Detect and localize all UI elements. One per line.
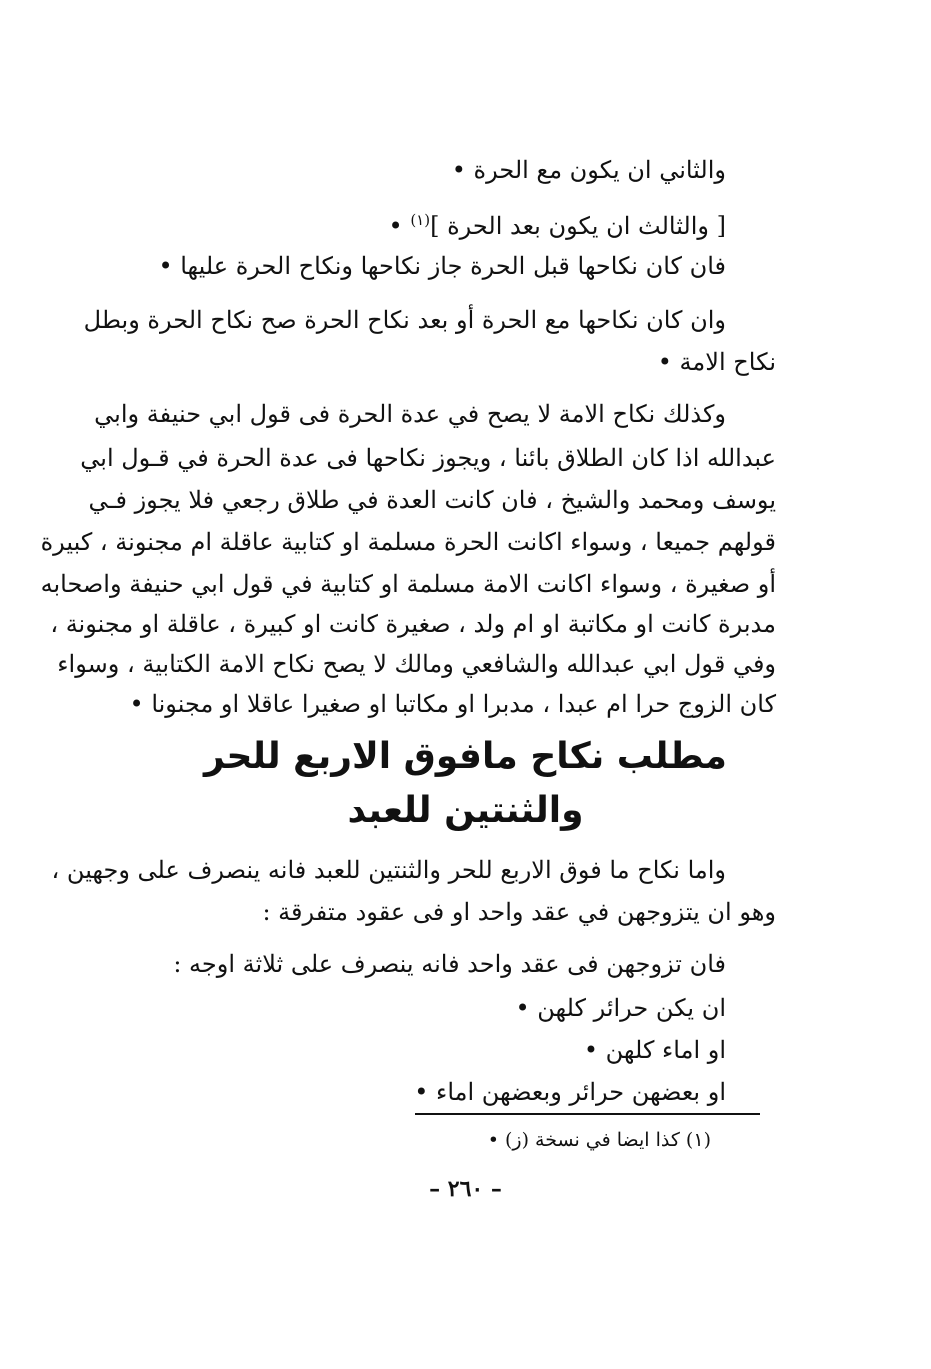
- text-line-2-body: [ والثالث ان يكون بعد الحرة ]: [430, 212, 726, 240]
- footnote-marker: (١): [410, 211, 431, 229]
- footnote-text: (١) كذا ايضا في نسخة (ز) •: [487, 1129, 711, 1151]
- text-line-19: او بعضهن حرائر وبعضهن اماء •: [414, 1078, 726, 1106]
- text-line-15: وهو ان يتزوجهن في عقد واحد او فى عقود متفرقة :: [262, 898, 776, 926]
- text-line-2-end: •: [388, 212, 403, 240]
- section-heading-line-1: مطلب نكاح مافوق الاربع للحر: [204, 736, 727, 777]
- text-line-14: واما نكاح ما فوق الاربع للحر والثنتين للعبد فانه ينصرف على وجهين ،: [51, 856, 726, 884]
- footnote-divider: [415, 1113, 760, 1115]
- text-line-3: فان كان نكاحها قبل الحرة جاز نكاحها ونكاح الحرة عليها •: [158, 252, 726, 280]
- text-line-7: عبدالله اذا كان الطلاق بائنا ، ويجوز نكاحها فى عدة الحرة في قـول ابي: [80, 444, 776, 472]
- text-line-1: والثاني ان يكون مع الحرة •: [451, 156, 726, 184]
- text-line-9: قولهم جميعا ، وسواء اكانت الحرة مسلمة او كتابية عاقلة ام مجنونة ، كبيرة: [40, 528, 776, 556]
- text-line-6: وكذلك نكاح الامة لا يصح في عدة الحرة فى قول ابي حنيفة وابي: [94, 400, 726, 428]
- text-line-16: فان تزوجهن فى عقد واحد فانه ينصرف على ثلاثة اوجه :: [173, 950, 726, 978]
- text-line-13: كان الزوج حرا ام عبدا ، مدبرا او مكاتبا او صغيرا عاقلا او مجنونا •: [129, 690, 776, 718]
- page-number: – ٢٦٠ –: [429, 1176, 502, 1202]
- text-line-17: ان يكن حرائر كلهن •: [515, 994, 726, 1022]
- text-line-8: يوسف ومحمد والشيخ ، فان كانت العدة في طلاق رجعي فلا يجوز فـي: [88, 486, 776, 514]
- text-line-12: وفي قول ابي عبدالله والشافعي ومالك لا يصح نكاح الامة الكتابية ، وسواء: [57, 650, 776, 678]
- text-line-2: [389, 200, 726, 246]
- text-line-5: نكاح الامة •: [657, 348, 776, 376]
- text-line-18: او اماء كلهن •: [583, 1036, 726, 1064]
- text-line-11: مدبرة كانت او مكاتبة او ام ولد ، صغيرة كانت او كبيرة ، عاقلة او مجنونة ،: [50, 610, 776, 638]
- text-line-10: أو صغيرة ، وسواء اكانت الامة مسلمة او كتابية في قول ابي حنيفة واصحابه: [40, 570, 776, 598]
- section-heading-line-2: والثنتين للعبد: [347, 790, 584, 831]
- text-line-4: وان كان نكاحها مع الحرة أو بعد نكاح الحرة صح نكاح الحرة وبطل: [83, 306, 726, 334]
